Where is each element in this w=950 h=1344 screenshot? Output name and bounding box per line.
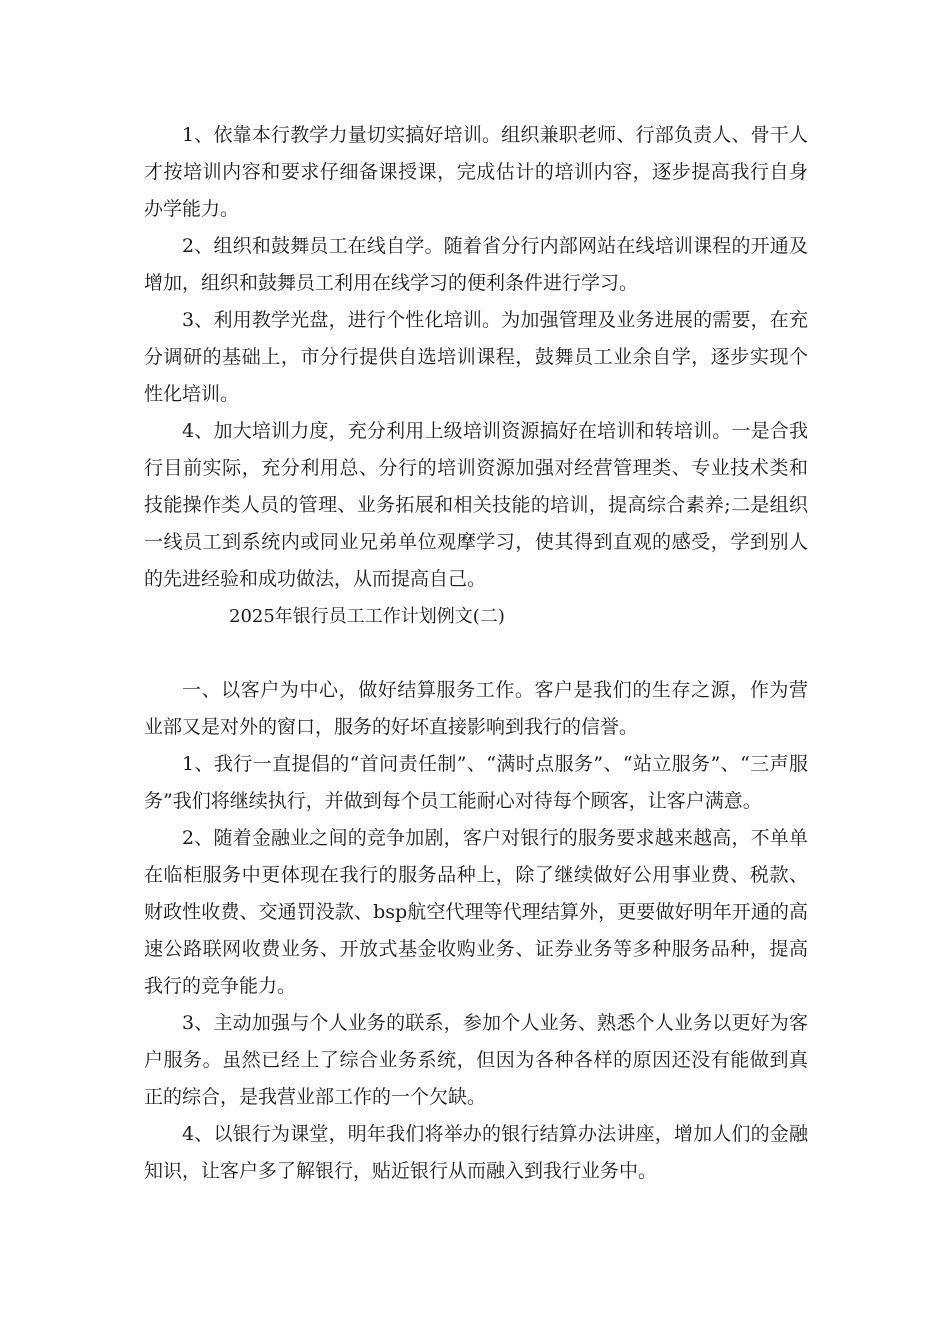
section-title: 2025年银行员工工作计划例文(二) — [229, 606, 505, 627]
paragraph-training-2: 2、组织和鼓舞员工在线自学。随着省分行内部网站在线培训课程的开通及增加，组织和鼓舞员工利用在线学习的便利条件进行学习。 — [144, 235, 808, 294]
paragraph-service-intro: 一、以客户为中心，做好结算服务工作。客户是我们的生存之源，作为营业部又是对外的窗口，服务的好坏直接影响到我行的信誉。 — [144, 679, 808, 738]
paragraph-training-1: 1、依靠本行教学力量切实搞好培训。组织兼职老师、行部负责人、骨干人才按培训内容和要求仔细备课授课，完成估计的培训内容，逐步提高我行自身办学能力。 — [144, 124, 808, 220]
paragraph-training-4: 4、加大培训力度，充分利用上级培训资源搞好在培训和转培训。一是合我行目前实际，充分利用总、分行的培训资源加强对经营管理类、专业技术类和技能操作类人员的管理、业务拓展和相关技能的培训，提高综合素养;二是组织一线员工到系统内或同业兄弟单位观摩学习，使其得到直观的感受，学到别人的先进经验和成功做法，从而提高自己。 — [144, 420, 808, 590]
paragraph-service-2: 2、随着金融业之间的竞争加剧，客户对银行的服务要求越来越高，不单单在临柜服务中更体现在我行的服务品种上，除了继续做好公用事业费、税款、财政性收费、交通罚没款、bsp航空代理等代理结算外，更要做好明年开通的高速公路联网收费业务、开放式基金收购业务、证券业务等多种服务品种，提高我行的竞争能力。 — [144, 827, 808, 997]
paragraph-training-3: 3、利用教学光盘，进行个性化培训。为加强管理及业务进展的需要，在充分调研的基础上，市分行提供自选培训课程，鼓舞员工业余自学，逐步实现个性化培训。 — [144, 309, 808, 405]
document-body — [144, 117, 808, 1190]
paragraph-service-4: 4、以银行为课堂，明年我们将举办的银行结算办法讲座，增加人们的金融知识，让客户多了解银行，贴近银行从而融入到我行业务中。 — [144, 1123, 808, 1182]
paragraph-service-1: 1、我行一直提倡的“首问责任制”、“满时点服务”、“站立服务”、“三声服务”我们将继续执行，并做到每个员工能耐心对待每个顾客，让客户满意。 — [144, 753, 808, 812]
paragraph-service-3: 3、主动加强与个人业务的联系，参加个人业务、熟悉个人业务以更好为客户服务。虽然已经上了综合业务系统，但因为各种各样的原因还没有能做到真正的综合，是我营业部工作的一个欠缺。 — [144, 1012, 808, 1108]
